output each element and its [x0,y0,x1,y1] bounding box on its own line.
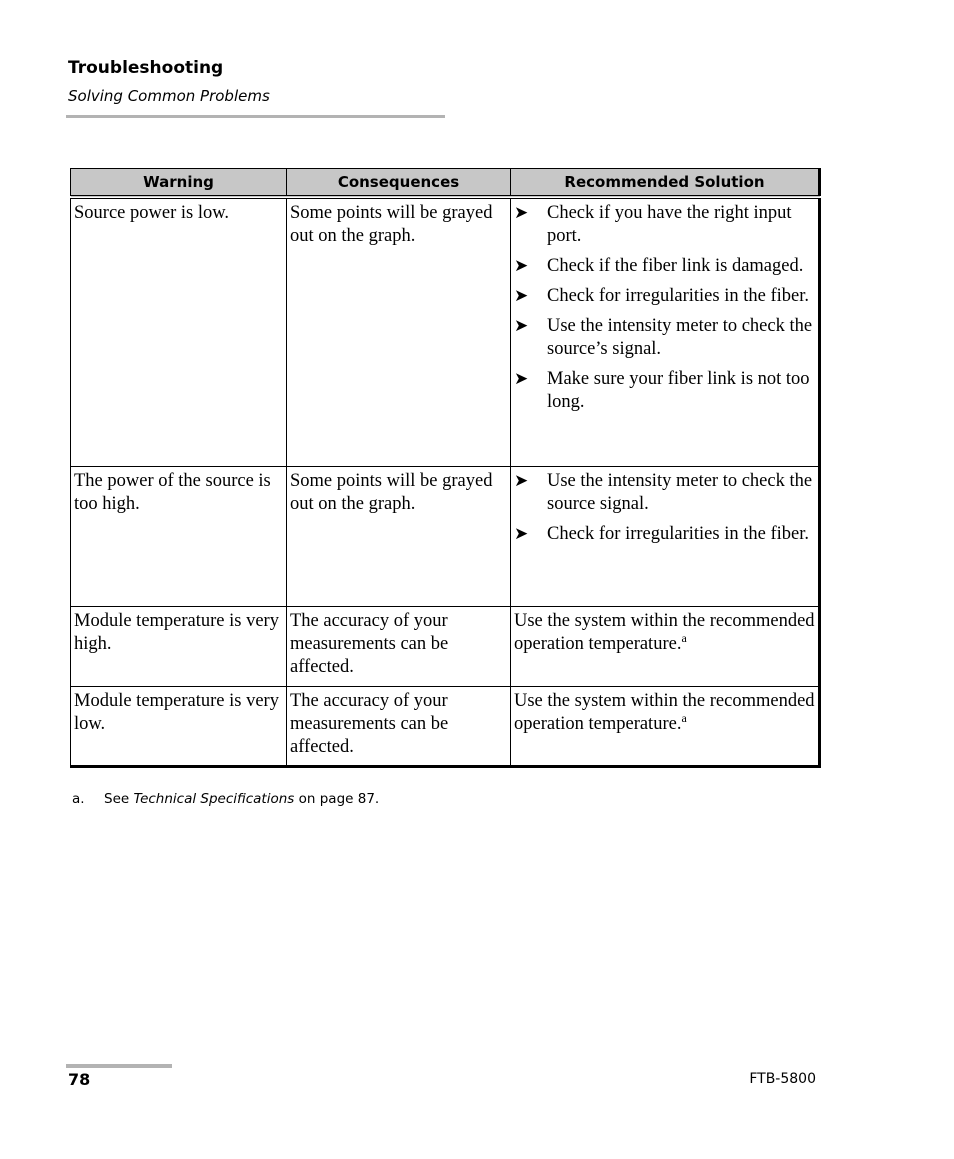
solution-item [514,523,815,546]
section-title: Troubleshooting [68,58,224,78]
document-id: FTB-5800 [749,1071,816,1087]
footnote-marker: a [681,630,687,645]
consequence-cell: The accuracy of your measurements can be affected. [287,686,511,766]
table-row [71,686,820,766]
table-footnote [72,791,379,807]
footer-divider [66,1064,172,1068]
consequence-cell: Some points will be grayed out on the graph. [287,197,511,466]
solution-text: Use the system within the recommended operation temperature. [514,690,815,734]
solution-text: Make sure your fiber link is not too long. [547,369,810,412]
consequence-cell: Some points will be grayed out on the graph. [287,466,511,606]
page-number: 78 [68,1070,91,1089]
section-subtitle: Solving Common Problems [68,87,270,105]
warning-cell: Module temperature is very low. [71,686,287,766]
table-header-row [71,169,820,198]
solution-list [514,470,815,546]
solution-text: Check if the fiber link is damaged. [547,256,804,276]
footnote-letter: a. [72,791,85,807]
solution-cell [511,466,820,606]
column-header-warning: Warning [71,169,287,198]
footnote-reference: Technical Specifications [133,791,295,807]
warning-cell: Source power is low. [71,197,287,466]
arrow-bullet-icon: ➤ [514,286,529,306]
header-divider [66,115,445,118]
solution-item [514,315,815,361]
consequence-cell: The accuracy of your measurements can be affected. [287,606,511,686]
solution-cell [511,606,820,686]
solution-text: Use the system within the recommended operation temperature. [514,610,815,654]
footnote-suffix: on page 87. [294,791,380,807]
warning-cell: The power of the source is too high. [71,466,287,606]
column-header-consequences: Consequences [287,169,511,198]
table-row [71,197,820,466]
solution-item [514,285,815,308]
solution-cell [511,197,820,466]
solution-list [514,202,815,414]
warning-cell: Module temperature is very high. [71,606,287,686]
troubleshooting-table [70,168,821,768]
solution-item [514,368,815,414]
table-row [71,606,820,686]
arrow-bullet-icon: ➤ [514,369,529,389]
solution-text: Check for irregularities in the fiber. [547,286,809,306]
table-row [71,466,820,606]
arrow-bullet-icon: ➤ [514,256,529,276]
solution-text: Use the intensity meter to check the source’s signal. [547,316,813,359]
arrow-bullet-icon: ➤ [514,523,529,544]
solution-item [514,202,815,248]
solution-text: Check if you have the right input port. [547,203,792,246]
solution-cell [511,686,820,766]
footnote-prefix: See [104,791,134,807]
column-header-recommended-solution: Recommended Solution [511,169,820,198]
solution-text: Use the intensity meter to check the source signal. [547,470,813,514]
footnote-marker: a [681,710,687,725]
solution-item [514,470,815,516]
arrow-bullet-icon: ➤ [514,203,529,223]
arrow-bullet-icon: ➤ [514,470,529,491]
arrow-bullet-icon: ➤ [514,316,529,336]
solution-text: Check for irregularities in the fiber. [547,523,809,544]
solution-item [514,255,815,278]
